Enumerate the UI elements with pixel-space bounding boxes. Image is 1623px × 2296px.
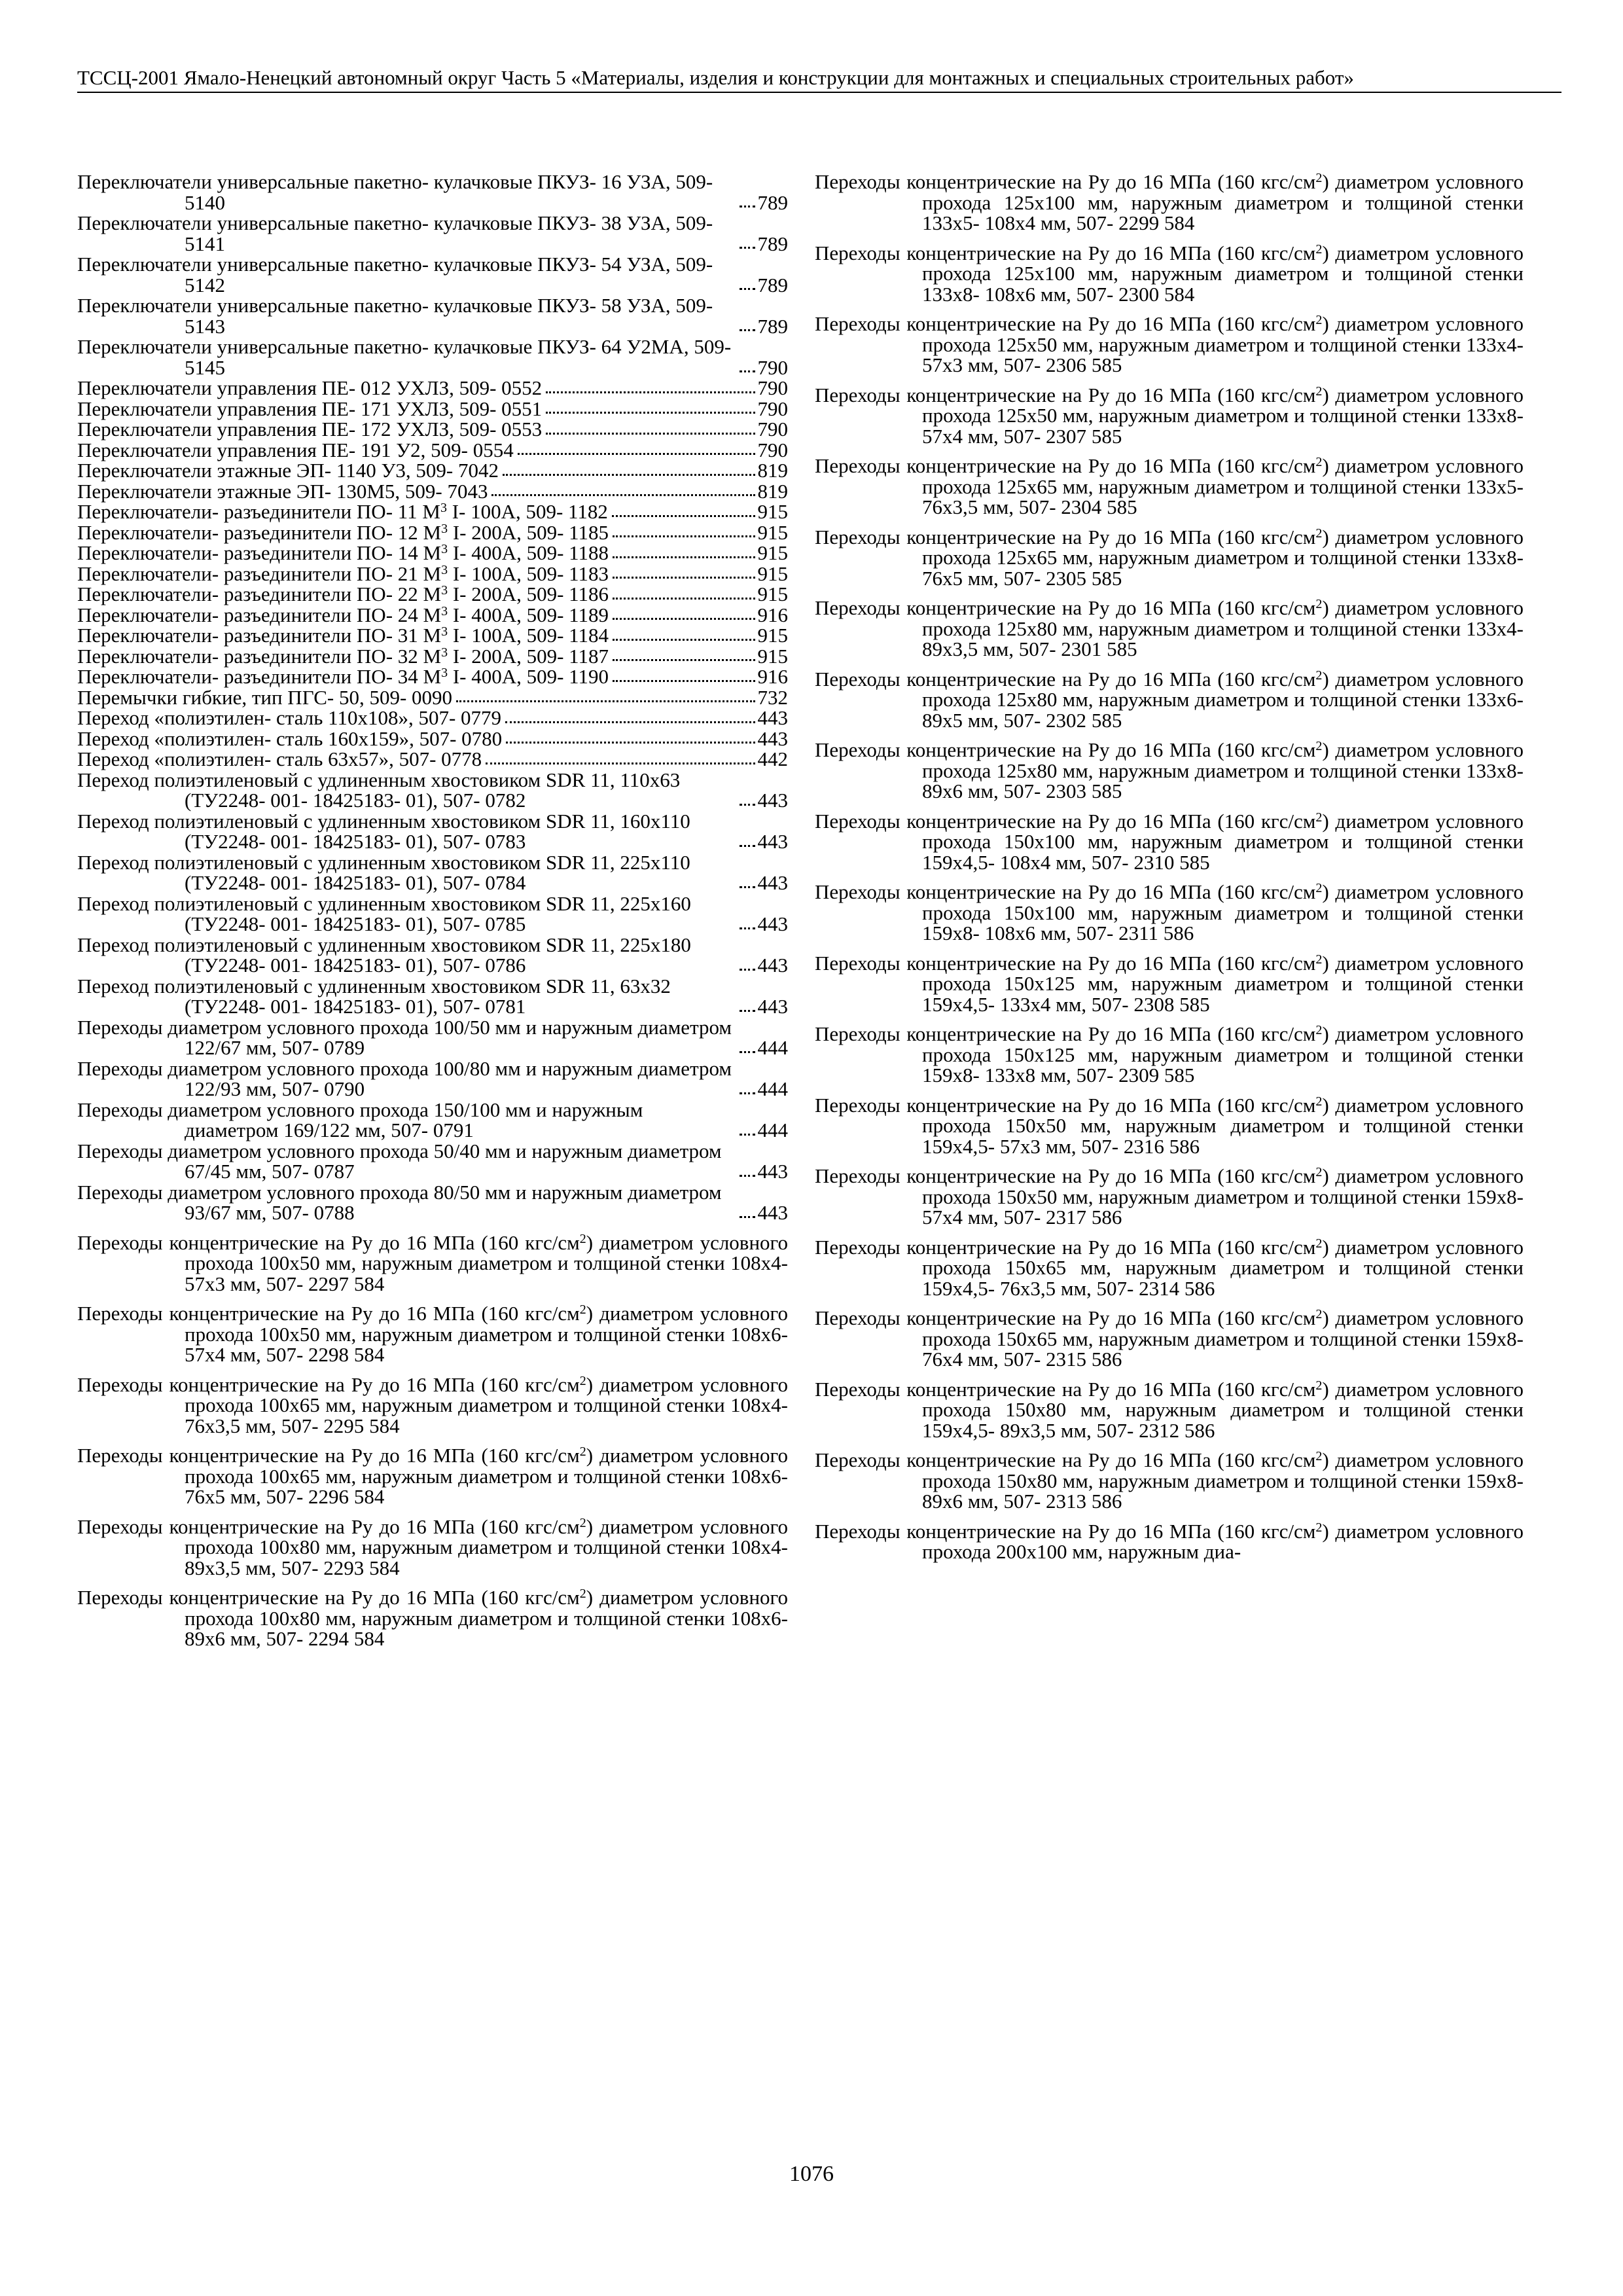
entry-text: Переходы концентрические на Ру до 16 МПа (160 кгс/$см^2$) диаметром условного прохода 125х65 мм, наружным диаметром и толщиной стенки 133х5- 76х3,5 мм, 507- 2304	[815, 454, 1524, 518]
entry-page: 443	[757, 726, 788, 750]
entry-page: 443	[757, 706, 788, 729]
entry-text: Переходы концентрические на Ру до 16 МПа (160 кгс/$см^2$) диаметром условного прохода 150х80 мм, наружным диаметром и толщиной стенки 159х8- 89х6 мм, 507- 2313	[815, 1448, 1524, 1513]
entry-text: Переходы концентрические на Ру до 16 МПа (160 кгс/$см^2$) диаметром условного прохода 150х125 мм, наружным диаметром и толщиной стенки 159х8- 133х8 мм, 507- 2309	[815, 1022, 1524, 1086]
index-entry	[77, 254, 788, 295]
entry-text: Переключатели- разъединители ПО- 14 $М^3$ I- 400А, 509- 1188	[77, 541, 609, 564]
entry-page: 819	[757, 479, 788, 503]
entry-page: 819	[757, 459, 788, 482]
entry-text: Переходы концентрические на Ру до 16 МПа (160 кгс/$см^2$) диаметром условного прохода 200х100 мм, наружным диа-	[815, 1519, 1524, 1563]
dot-leader	[740, 927, 755, 929]
entry-page: 585	[1091, 424, 1122, 448]
dot-leader	[740, 1051, 755, 1053]
index-entry	[815, 1450, 1524, 1512]
dot-leader	[546, 412, 755, 414]
index-entry	[815, 1095, 1524, 1157]
entry-text: Переходы концентрические на Ру до 16 МПа (160 кгс/$см^2$) диаметром условного прохода 150х65 мм, наружным диаметром и толщиной стенки 159х8- 76х4 мм, 507- 2315	[815, 1306, 1524, 1371]
index-entry	[77, 1232, 788, 1295]
index-entry	[815, 811, 1524, 873]
entry-page: 443	[757, 830, 788, 853]
index-entry	[815, 1024, 1524, 1086]
entry-page: 444	[757, 1119, 788, 1141]
dot-leader	[740, 1092, 755, 1094]
entry-text: Переключатели управления ПЕ- 012 УХЛЗ, 509- 0552	[77, 376, 543, 399]
entry-page: 915	[757, 500, 788, 523]
index-entry	[77, 564, 788, 584]
entry-page: 444	[757, 1077, 788, 1100]
dot-leader	[740, 370, 755, 372]
entry-page: 586	[1091, 1490, 1122, 1513]
entry-page: 789	[757, 314, 788, 338]
index-entry	[77, 893, 788, 935]
entry-text: Переключатели универсальные пакетно- кулачковые ПКУЗ- 38 УЗА, 509- 5141	[77, 211, 713, 255]
entry-page: 790	[757, 376, 788, 399]
entry-text: Переход полиэтиленовый с удлиненным хвостовиком SDR 11, 160х110 (ТУ2248- 001- 18425183- 01), 507- 0783	[77, 809, 690, 853]
index-entry	[77, 749, 788, 770]
entry-text: Переходы концентрические на Ру до 16 МПа (160 кгс/$см^2$) диаметром условного прохода 100х50 мм, наружным диаметром и толщиной стенки 108х6- 57х4 мм, 507- 2298	[77, 1302, 788, 1366]
entry-page: 732	[757, 685, 788, 709]
entry-page: 789	[757, 273, 788, 296]
index-entry	[815, 527, 1524, 589]
entry-page: 585	[1179, 850, 1210, 874]
entry-text: Переходы диаметром условного прохода 80/50 мм и наружным диаметром 93/67 мм, 507- 0788	[77, 1180, 722, 1224]
index-entry	[77, 1017, 788, 1058]
index-entry	[77, 728, 788, 749]
entry-text: Переключатели- разъединители ПО- 21 $М^3$ I- 100А, 509- 1183	[77, 562, 609, 585]
index-entry	[77, 770, 788, 811]
entry-text: Переключатели универсальные пакетно- кулачковые ПКУЗ- 54 УЗА, 509- 5142	[77, 253, 713, 296]
index-entry	[815, 385, 1524, 447]
dot-leader	[740, 969, 755, 971]
index-entry	[77, 440, 788, 461]
entry-text: Переключатели этажные ЭП- 130М5, 509- 7043	[77, 479, 488, 503]
index-entry	[815, 243, 1524, 305]
index-entry	[77, 687, 788, 708]
dot-leader	[740, 206, 755, 207]
dot-leader	[612, 515, 755, 517]
index-entry	[77, 171, 788, 213]
entry-page: 584	[369, 1556, 400, 1579]
entry-text: Переход «полиэтилен- сталь 160х159», 507- 0780	[77, 726, 503, 750]
entry-page: 586	[1163, 922, 1194, 944]
entry-text: Переходы концентрические на Ру до 16 МПа (160 кгс/$см^2$) диаметром условного прохода 125х100 мм, наружным диаметром и толщиной стенки 133х8- 108х6 мм, 507- 2300	[815, 241, 1524, 306]
entry-text: Переход полиэтиленовый с удлиненным хвостовиком SDR 11, 225х160 (ТУ2248- 001- 18425183- 01), 507- 0785	[77, 891, 691, 935]
entry-page: 585	[1107, 495, 1137, 518]
index-entry	[77, 605, 788, 626]
entry-text: Переключатели- разъединители ПО- 34 $М^3$ I- 400А, 509- 1190	[77, 665, 609, 688]
index-entry	[815, 1166, 1524, 1228]
index-entry	[77, 852, 788, 893]
entry-text: Переход «полиэтилен- сталь 63х57», 507- 0778	[77, 747, 482, 770]
index-entry	[77, 1141, 788, 1182]
index-entry	[77, 213, 788, 254]
dot-leader	[740, 247, 755, 249]
entry-page: 443	[757, 954, 788, 977]
entry-text: Переход полиэтиленовый с удлиненным хвостовиком SDR 11, 225х180 (ТУ2248- 001- 18425183- 01), 507- 0786	[77, 933, 691, 977]
entry-page: 585	[1164, 1064, 1195, 1086]
dot-leader	[546, 391, 755, 393]
entry-page: 584	[353, 1343, 385, 1366]
entry-page: 585	[1091, 708, 1122, 732]
index-entry	[815, 171, 1524, 234]
dot-leader	[505, 721, 755, 723]
entry-text: Переходы концентрические на Ру до 16 МПа (160 кгс/$см^2$) диаметром условного прохода 150х100 мм, наружным диаметром и толщиной стенки 159х8- 108х6 мм, 507- 2311	[815, 880, 1524, 944]
entry-page: 915	[757, 644, 788, 668]
entry-page: 916	[757, 603, 788, 626]
index-entry	[77, 1516, 788, 1579]
entry-page: 443	[757, 912, 788, 935]
index-entry	[815, 598, 1524, 660]
entry-page: 443	[757, 1201, 788, 1224]
dot-leader	[613, 577, 755, 579]
entry-text: Переходы диаметром условного прохода 50/40 мм и наружным диаметром 67/45 мм, 507- 0787	[77, 1139, 722, 1183]
index-entry	[77, 295, 788, 336]
entry-text: Переходы концентрические на Ру до 16 МПа (160 кгс/$см^2$) диаметром условного прохода 150х125 мм, наружным диаметром и толщиной стенки 159х4,5- 133х4 мм, 507- 2308	[815, 951, 1524, 1016]
entry-page: 790	[757, 418, 788, 440]
entry-text: Переключатели этажные ЭП- 1140 У3, 509- 7042	[77, 459, 499, 482]
entry-text: Переходы концентрические на Ру до 16 МПа (160 кгс/$см^2$) диаметром условного прохода 150х80 мм, наружным диаметром и толщиной стенки 159х4,5- 89х3,5 мм, 507- 2312	[815, 1377, 1524, 1442]
entry-page: 915	[757, 520, 788, 544]
entry-text: Переход полиэтиленовый с удлиненным хвостовиком SDR 11, 110х63 (ТУ2248- 001- 18425183- 01), 507- 0782	[77, 768, 681, 812]
entry-text: Переходы диаметром условного прохода 100/80 мм и наружным диаметром 122/93 мм, 507- 0790	[77, 1056, 732, 1100]
index-entry	[77, 399, 788, 420]
entry-text: Переходы концентрические на Ру до 16 МПа (160 кгс/$см^2$) диаметром условного прохода 100х80 мм, наружным диаметром и толщиной стенки 108х4- 89х3,5 мм, 507- 2293	[77, 1515, 788, 1579]
index-entry	[815, 1521, 1524, 1562]
index-entry	[77, 1374, 788, 1437]
entry-text: Переходы концентрические на Ру до 16 МПа (160 кгс/$см^2$) диаметром условного прохода 100х65 мм, наружным диаметром и толщиной стенки 108х4- 76х3,5 мм, 507- 2295	[77, 1372, 788, 1437]
entry-page: 584	[369, 1414, 400, 1437]
index-entry	[77, 935, 788, 976]
entry-text: Переходы концентрические на Ру до 16 МПа (160 кгс/$см^2$) диаметром условного прохода 100х50 мм, наружным диаметром и толщиной стенки 108х4- 57х3 мм, 507- 2297	[77, 1230, 788, 1295]
entry-page: 915	[757, 541, 788, 564]
entry-text: Переходы концентрические на Ру до 16 МПа (160 кгс/$см^2$) диаметром условного прохода 150х50 мм, наружным диаметром и толщиной стенки 159х4,5- 57х3 мм, 507- 2316	[815, 1093, 1524, 1158]
dot-leader	[613, 680, 755, 682]
entry-text: Переходы концентрические на Ру до 16 МПа (160 кгс/$см^2$) диаметром условного прохода 125х65 мм, наружным диаметром и толщиной стенки 133х8- 76х5 мм, 507- 2305	[815, 525, 1524, 590]
index-entry	[77, 1445, 788, 1507]
entry-text: Переходы диаметром условного прохода 100/50 мм и наружным диаметром 122/67 мм, 507- 0789	[77, 1015, 732, 1059]
entry-text: Переключатели управления ПЕ- 172 УХЛЗ, 509- 0553	[77, 418, 543, 440]
entry-page: 585	[1091, 780, 1122, 802]
entry-text: Переходы концентрические на Ру до 16 МПа (160 кгс/$см^2$) диаметром условного прохода 150х100 мм, наружным диаметром и толщиной стенки 159х4,5- 108х4 мм, 507- 2310	[815, 809, 1524, 874]
entry-text: Переходы концентрические на Ру до 16 МПа (160 кгс/$см^2$) диаметром условного прохода 125х100 мм, наружным диаметром и толщиной стенки 133х5- 108х4 мм, 507- 2299	[815, 170, 1524, 234]
entry-page: 586	[1091, 1348, 1122, 1371]
entry-text: Переключатели универсальные пакетно- кулачковые ПКУЗ- 58 УЗА, 509- 5143	[77, 294, 713, 338]
entry-text: Переключатели- разъединители ПО- 24 $М^3$ I- 400А, 509- 1189	[77, 603, 609, 626]
entry-text: Переходы диаметром условного прохода 150/100 мм и наружным диаметром 169/122 мм, 507- 0791	[77, 1098, 643, 1141]
page-header: ТССЦ-2001 Ямало-Ненецкий автономный округ Часть 5 «Материалы, изделия и конструкции для монтажных и специальных строительных работ»	[77, 65, 1561, 93]
entry-text: Переходы концентрические на Ру до 16 МПа (160 кгс/$см^2$) диаметром условного прохода 150х50 мм, наружным диаметром и толщиной стенки 159х8- 57х4 мм, 507- 2317	[815, 1164, 1524, 1229]
dot-leader	[518, 453, 755, 455]
entry-text: Переход полиэтиленовый с удлиненным хвостовиком SDR 11, 225х110 (ТУ2248- 001- 18425183- 01), 507- 0784	[77, 850, 690, 894]
index-column-right	[815, 171, 1524, 1562]
index-entry	[77, 666, 788, 687]
entry-page: 586	[1184, 1276, 1215, 1300]
entry-page: 443	[757, 871, 788, 894]
dot-leader	[613, 659, 755, 661]
index-entry	[77, 976, 788, 1017]
index-entry	[815, 669, 1524, 731]
entry-page: 443	[757, 789, 788, 812]
index-entry	[815, 953, 1524, 1015]
dot-leader	[740, 804, 755, 806]
dot-leader	[740, 886, 755, 888]
index-entry	[77, 646, 788, 667]
entry-page: 915	[757, 583, 788, 605]
entry-page: 789	[757, 232, 788, 255]
entry-text: Переход «полиэтилен- сталь 110х108», 507- 0779	[77, 706, 502, 729]
entry-text: Переходы концентрические на Ру до 16 МПа (160 кгс/$см^2$) диаметром условного прохода 100х65 мм, наружным диаметром и толщиной стенки 108х6- 76х5 мм, 507- 2296	[77, 1444, 788, 1508]
page-number: 1076	[789, 2162, 834, 2186]
index-entry	[77, 1303, 788, 1365]
entry-text: Переход полиэтиленовый с удлиненным хвостовиком SDR 11, 63х32 (ТУ2248- 001- 18425183- 01), 507- 0781	[77, 974, 671, 1018]
dot-leader	[613, 618, 755, 620]
entry-page: 586	[1169, 1134, 1200, 1158]
entry-text: Переключатели универсальные пакетно- кулачковые ПКУЗ- 16 УЗА, 509- 5140	[77, 170, 713, 214]
dot-leader	[740, 1134, 755, 1136]
index-entry	[77, 501, 788, 522]
dot-leader	[491, 494, 755, 496]
index-entry	[77, 460, 788, 481]
entry-text: Переходы концентрические на Ру до 16 МПа (160 кгс/$см^2$) диаметром условного прохода 100х80 мм, наружным диаметром и толщиной стенки 108х6- 89х6 мм, 507- 2294	[77, 1586, 788, 1650]
dot-leader	[740, 1010, 755, 1012]
dot-leader	[613, 639, 755, 641]
index-entry	[77, 1182, 788, 1223]
entry-text: Переключатели универсальные пакетно- кулачковые ПКУЗ- 64 У2МА, 509- 5145	[77, 335, 732, 379]
entry-page: 915	[757, 562, 788, 585]
index-entry	[77, 378, 788, 399]
entry-page: 790	[757, 397, 788, 420]
entry-page: 916	[757, 665, 788, 688]
index-entry	[77, 584, 788, 605]
entry-text: Переключатели- разъединители ПО- 22 $М^3$ I- 200А, 509- 1186	[77, 583, 609, 605]
index-entry	[815, 1237, 1524, 1299]
entry-text: Переключатели управления ПЕ- 191 У2, 509- 0554	[77, 438, 514, 461]
dot-leader	[503, 474, 755, 476]
index-column-left	[77, 171, 788, 1649]
entry-text: Перемычки гибкие, тип ПГС- 50, 509- 0090	[77, 685, 453, 709]
entry-text: Переключатели- разъединители ПО- 11 $М^3$ I- 100А, 509- 1182	[77, 500, 608, 523]
index-entry	[77, 811, 788, 852]
index-entry	[77, 625, 788, 646]
entry-page: 584	[353, 1627, 385, 1650]
entry-page: 585	[1179, 992, 1210, 1016]
entry-page: 585	[1091, 353, 1122, 376]
entry-page: 442	[757, 747, 788, 770]
dot-leader	[613, 598, 755, 600]
entry-text: Переходы концентрические на Ру до 16 МПа (160 кгс/$см^2$) диаметром условного прохода 150х65 мм, наружным диаметром и толщиной стенки 159х4,5- 76х3,5 мм, 507- 2314	[815, 1235, 1524, 1300]
entry-text: Переходы концентрические на Ру до 16 МПа (160 кгс/$см^2$) диаметром условного прохода 125х50 мм, наружным диаметром и толщиной стенки 133х8- 57х4 мм, 507- 2307	[815, 383, 1524, 448]
dot-leader	[456, 700, 755, 702]
index-entry	[815, 1308, 1524, 1370]
index-entry	[77, 1587, 788, 1649]
entry-page: 915	[757, 624, 788, 647]
index-entry	[815, 1379, 1524, 1441]
index-entry	[815, 456, 1524, 518]
index-entry	[77, 1058, 788, 1100]
entry-page: 585	[1107, 637, 1137, 660]
index-entry	[77, 419, 788, 440]
dot-leader	[740, 1216, 755, 1218]
entry-page: 790	[757, 355, 788, 379]
entry-page: 443	[757, 995, 788, 1018]
entry-page: 585	[1091, 566, 1122, 590]
index-entry	[77, 336, 788, 378]
dot-leader	[613, 556, 755, 558]
entry-page: 586	[1184, 1418, 1215, 1442]
entry-page: 586	[1091, 1206, 1122, 1229]
index-entry	[77, 522, 788, 543]
entry-page: 584	[353, 1485, 385, 1508]
entry-text: Переходы концентрические на Ру до 16 МПа (160 кгс/$см^2$) диаметром условного прохода 125х80 мм, наружным диаметром и толщиной стенки 133х4- 89х3,5 мм, 507- 2301	[815, 596, 1524, 660]
entry-page: 443	[757, 1160, 788, 1183]
index-entry	[77, 708, 788, 728]
entry-text: Переключатели- разъединители ПО- 32 $М^3$ I- 200А, 509- 1187	[77, 644, 609, 668]
index-entry	[77, 481, 788, 502]
entry-page: 444	[757, 1036, 788, 1059]
entry-text: Переходы концентрические на Ру до 16 МПа (160 кгс/$см^2$) диаметром условного прохода 125х50 мм, наружным диаметром и толщиной стенки 133х4- 57х3 мм, 507- 2306	[815, 312, 1524, 376]
entry-page: 584	[353, 1272, 385, 1295]
entry-text: Переходы концентрические на Ру до 16 МПа (160 кгс/$см^2$) диаметром условного прохода 125х80 мм, наружным диаметром и толщиной стенки 133х6- 89х5 мм, 507- 2302	[815, 667, 1524, 732]
dot-leader	[740, 288, 755, 290]
index-entry	[815, 740, 1524, 802]
entry-page: 584	[1164, 211, 1195, 234]
entry-text: Переключатели- разъединители ПО- 31 $М^3$ I- 100А, 509- 1184	[77, 624, 609, 647]
entry-page: 584	[1164, 282, 1195, 306]
dot-leader	[740, 845, 755, 847]
index-entry	[77, 543, 788, 564]
entry-text: Переходы концентрические на Ру до 16 МПа (160 кгс/$см^2$) диаметром условного прохода 125х80 мм, наружным диаметром и толщиной стенки 133х8- 89х6 мм, 507- 2303	[815, 738, 1524, 802]
entry-text: Переключатели- разъединители ПО- 12 $М^3$ I- 200А, 509- 1185	[77, 520, 609, 544]
entry-text: Переключатели управления ПЕ- 171 УХЛЗ, 509- 0551	[77, 397, 543, 420]
dot-leader	[506, 742, 755, 744]
dot-leader	[546, 433, 755, 435]
entry-page: 790	[757, 438, 788, 461]
dot-leader	[740, 1175, 755, 1177]
dot-leader	[486, 762, 755, 764]
index-entry	[815, 882, 1524, 944]
index-entry	[815, 314, 1524, 376]
dot-leader	[740, 329, 755, 331]
dot-leader	[613, 535, 755, 537]
index-entry	[77, 1100, 788, 1141]
entry-page: 789	[757, 190, 788, 214]
